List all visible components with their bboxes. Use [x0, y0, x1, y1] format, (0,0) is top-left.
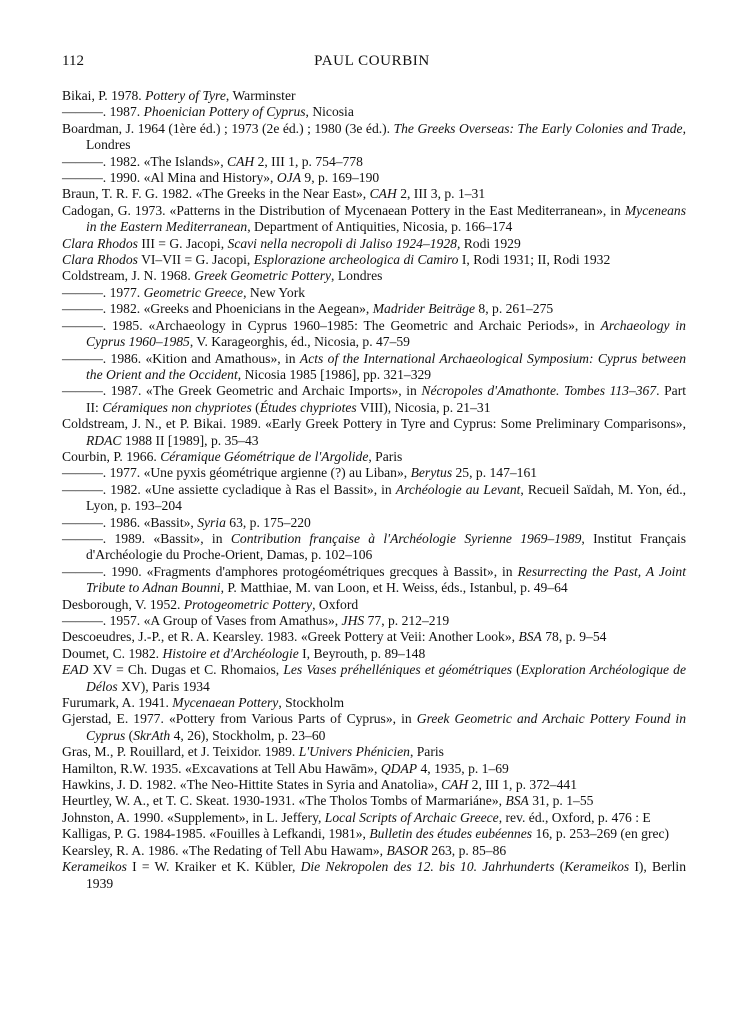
reference-italic-text: Local Scripts of Archaic Greece — [324, 809, 499, 825]
reference-italic-text: The Greeks Overseas: The Early Colonies and Trade — [393, 120, 683, 136]
reference-entry — [62, 236, 686, 252]
reference-text: 63, p. 175–220 — [225, 514, 311, 530]
reference-entry — [62, 285, 686, 301]
reference-text: Kalligas, P. G. 1984-1985. «Fouilles à Lefkandi, 1981», — [62, 826, 370, 842]
reference-text: ———. 1977. — [62, 284, 144, 300]
reference-italic-text: Contribution française à l'Archéologie Syrienne 1969–1989 — [230, 530, 582, 546]
reference-text: , Institut Français d'Archéologie du Proche-Orient, Damas, p. 102–106 — [86, 530, 686, 563]
reference-text: 2, III 1, p. 754–778 — [254, 153, 363, 169]
reference-text: , Londres — [86, 120, 686, 153]
reference-italic-text: Bulletin des études eubéennes — [369, 826, 533, 842]
reference-text: Bikai, P. 1978. — [62, 88, 146, 103]
reference-text: 8, p. 261–275 — [475, 301, 554, 317]
reference-text: 31, p. 1–55 — [528, 793, 594, 809]
reference-text: 77, p. 212–219 — [364, 613, 450, 628]
reference-entry — [62, 744, 686, 760]
reference-italic-text: Acts of the International Archaeological Symposium: Cyprus between the Orient and the Occident — [86, 350, 686, 382]
reference-entry — [62, 662, 686, 695]
reference-text: Kearsley, R. A. 1986. «The Redating of Tell Abu Hawam», — [62, 842, 387, 858]
reference-entry — [62, 203, 686, 236]
reference-text: Doumet, C. 1982. — [62, 645, 163, 661]
reference-entry — [62, 515, 686, 531]
reference-italic-text: Myceneans in the Eastern Mediterranean — [86, 202, 686, 235]
reference-entry — [62, 170, 686, 186]
reference-entry — [62, 531, 686, 564]
reference-entry — [62, 597, 686, 613]
reference-text: Gjerstad, E. 1977. «Pottery from Various Parts of Cyprus», in — [62, 711, 417, 727]
reference-text: VI–VII = G. Jacopi, — [137, 252, 254, 268]
reference-text: , Nicosia 1985 [1986], pp. 321–329 — [237, 366, 432, 382]
reference-text: ———. 1977. «Une pyxis géométrique argienne (?) au Liban», — [62, 465, 411, 481]
reference-italic-text: Archaeology in Cyprus 1960–1985 — [86, 317, 686, 350]
reference-italic-text: CAH — [441, 777, 469, 793]
reference-text: ———. 1985. «Archaeology in Cyprus 1960–1985: The Geometric and Archaic Periods», in — [62, 317, 601, 333]
reference-entry — [62, 711, 686, 744]
reference-italic-text: Greek Geometric and Archaic Pottery Found in Cyprus — [86, 711, 687, 743]
reference-entry — [62, 695, 686, 711]
reference-text: XV), Paris 1934 — [117, 678, 210, 694]
reference-entry — [62, 301, 686, 317]
page-number: 112 — [62, 53, 84, 69]
reference-text: 25, p. 147–161 — [452, 465, 538, 481]
reference-text: 78, p. 9–54 — [541, 629, 607, 645]
reference-italic-text: Clara Rhodos — [62, 235, 138, 251]
reference-entry — [62, 793, 686, 809]
reference-italic-text: BASOR — [386, 842, 429, 858]
reference-italic-text: Nécropoles d'Amathonte. Tombes 113–367 — [421, 383, 657, 399]
reference-entry — [62, 613, 686, 629]
reference-entry — [62, 646, 686, 662]
reference-text: I, Rodi 1931; II, Rodi 1932 — [458, 252, 611, 268]
reference-text: ———. 1990. «Fragments d'amphores protogéométriques grecques à Bassit», in — [62, 563, 518, 579]
reference-italic-text: QDAP — [380, 760, 418, 776]
reference-text: , Paris — [368, 448, 403, 464]
reference-text: , Nicosia — [305, 104, 354, 120]
reference-text: Courbin, P. 1966. — [62, 448, 161, 464]
reference-italic-text: Archéologie au Levant — [395, 481, 521, 497]
reference-text: , Paris — [409, 744, 444, 760]
reference-italic-text: Syria — [197, 514, 226, 530]
reference-entry — [62, 826, 686, 842]
reference-text: 4, 26), Stockholm, p. 23–60 — [170, 727, 326, 743]
reference-italic-text: Berytus — [410, 465, 453, 481]
reference-entry — [62, 564, 686, 597]
reference-entry — [62, 859, 686, 892]
reference-text: Braun, T. R. F. G. 1982. «The Greeks in the Near East», — [62, 186, 370, 202]
reference-entry — [62, 318, 686, 351]
reference-italic-text: Céramique Géométrique de l'Argolide — [160, 448, 369, 464]
reference-entry — [62, 252, 686, 268]
reference-italic-text: EAD — [62, 662, 89, 678]
reference-italic-text: Esplorazione archeologica di Camiro — [253, 252, 459, 268]
reference-italic-text: RDAC — [86, 432, 122, 448]
reference-text: 2, III 3, p. 1–31 — [396, 186, 486, 202]
reference-text: ———. 1986. «Kition and Amathous», in — [62, 350, 300, 366]
reference-text: , Londres — [331, 268, 383, 284]
reference-entry — [62, 154, 686, 170]
reference-italic-text: Mycenaean Pottery — [172, 695, 279, 711]
reference-text: 263, p. 85–86 — [428, 842, 507, 858]
reference-italic-text: SkrAth — [133, 727, 171, 743]
reference-italic-text: Die Nekropolen des 12. bis 10. Jahrhunderts — [300, 859, 555, 875]
reference-text: 9, p. 169–190 — [301, 170, 380, 186]
running-head: PAUL COURBIN — [314, 53, 430, 69]
reference-text: I, Beyrouth, p. 89–148 — [298, 645, 426, 661]
reference-text: Cadogan, G. 1973. «Patterns in the Distribution of Mycenaean Pottery in the East Mediterranean», in — [62, 202, 625, 218]
reference-italic-text: CAH — [227, 153, 255, 169]
reference-text: 1988 II [1989], p. 35–43 — [121, 432, 259, 448]
reference-text: ———. 1990. «Al Mina and History», — [62, 170, 277, 186]
reference-text: 2, III 1, p. 372–441 — [468, 777, 577, 793]
reference-italic-text: OJA — [276, 170, 302, 186]
reference-entry — [62, 761, 686, 777]
reference-italic-text: Kerameikos — [564, 859, 630, 875]
reference-text: Hawkins, J. D. 1982. «The Neo-Hittite States in Syria and Anatolia», — [62, 777, 442, 793]
reference-entry — [62, 482, 686, 515]
reference-italic-text: BSA — [505, 793, 529, 809]
reference-text: Descoeudres, J.-P., et R. A. Kearsley. 1983. «Greek Pottery at Veii: Another Look», — [62, 629, 519, 645]
reference-text: I = W. Kraiker et K. Kübler, — [126, 859, 301, 875]
reference-text: ———. 1989. «Bassit», in — [62, 530, 231, 546]
reference-italic-text: Phoenician Pottery of Cyprus — [143, 104, 306, 120]
reference-italic-text: Greek Geometric Pottery — [194, 268, 332, 284]
reference-italic-text: Les Vases préhelléniques et géométriques — [283, 662, 513, 678]
reference-text: ———. 1982. «The Islands», — [62, 153, 227, 169]
reference-italic-text: Kerameikos — [62, 859, 127, 875]
reference-italic-text: JHS — [341, 613, 365, 628]
reference-text: Boardman, J. 1964 (1ère éd.) ; 1973 (2e éd.) ; 1980 (3e éd.). — [62, 120, 394, 136]
reference-entry — [62, 351, 686, 384]
reference-italic-text: Exploration Archéologique de Délos — [86, 662, 686, 694]
reference-entry — [62, 268, 686, 284]
reference-text: Heurtley, W. A., et T. C. Skeat. 1930-1931. «The Tholos Tombs of Marmariáne», — [62, 793, 506, 809]
reference-italic-text: Céramiques non chypriotes — [102, 399, 252, 415]
reference-text: III = G. Jacopi, — [137, 235, 228, 251]
reference-italic-text: Madrider Beiträge — [372, 301, 476, 317]
reference-entry — [62, 383, 686, 416]
reference-text: 4, 1935, p. 1–69 — [417, 760, 509, 776]
reference-entry — [62, 416, 686, 449]
reference-text: ( — [251, 399, 260, 415]
reference-entry — [62, 186, 686, 202]
reference-italic-text: Scavi nella necropoli di Jaliso 1924–1928 — [227, 235, 457, 251]
reference-text: ———. 1982. «Une assiette cycladique à Ras el Bassit», in — [62, 481, 396, 497]
reference-text: VIII), Nicosia, p. 21–31 — [356, 399, 491, 415]
reference-text: Furumark, A. 1941. — [62, 695, 173, 711]
reference-entry — [62, 777, 686, 793]
reference-text: , V. Karageorghis, éd., Nicosia, p. 47–59 — [189, 334, 410, 350]
reference-text: ———. 1987. — [62, 104, 144, 120]
reference-text: Johnston, A. 1990. «Supplement», in L. Jeffery, — [62, 809, 325, 825]
page-header — [62, 53, 682, 73]
reference-text: Gras, M., P. Rouillard, et J. Teixidor. 1989. — [62, 744, 299, 760]
reference-text: , New York — [243, 284, 306, 300]
reference-entry — [62, 121, 686, 154]
reference-italic-text: Études chypriotes — [259, 399, 357, 415]
reference-text: , rev. éd., Oxford, p. 476 : E — [498, 809, 651, 825]
reference-text: Coldstream, J. N. 1968. — [62, 268, 195, 284]
reference-entry — [62, 104, 686, 120]
reference-text: ( — [554, 859, 565, 875]
reference-italic-text: Geometric Greece — [143, 284, 244, 300]
reference-list — [62, 88, 686, 892]
reference-italic-text: Clara Rhodos — [62, 252, 138, 268]
reference-text: , Recueil Saïdah, M. Yon, éd., Lyon, p. 193–204 — [86, 481, 686, 514]
reference-text: , P. Matthiae, M. van Loon, et H. Weiss, éds., Istanbul, p. 49–64 — [220, 580, 568, 596]
reference-text: Hamilton, R.W. 1935. «Excavations at Tell Abu Hawām», — [62, 760, 381, 776]
reference-text: . Part II: — [86, 383, 687, 415]
reference-entry — [62, 465, 686, 481]
reference-italic-text: CAH — [369, 186, 397, 202]
reference-italic-text: Histoire et d'Archéologie — [162, 645, 299, 661]
reference-text: I), Berlin 1939 — [86, 859, 686, 891]
reference-text: ———. 1986. «Bassit», — [62, 514, 198, 530]
reference-italic-text: L'Univers Phénicien — [298, 744, 410, 760]
reference-text: Desborough, V. 1952. — [62, 596, 184, 612]
reference-text: ( — [125, 727, 134, 743]
reference-text: , Oxford — [312, 596, 359, 612]
reference-text: , Department of Antiquities, Nicosia, p. 166–174 — [247, 219, 513, 235]
reference-text: ———. 1987. «The Greek Geometric and Archaic Imports», in — [62, 383, 422, 399]
reference-italic-text: Pottery of Tyre — [145, 88, 226, 103]
reference-entry — [62, 88, 686, 104]
reference-italic-text: BSA — [518, 629, 542, 645]
reference-italic-text: Protogeometric Pottery — [183, 596, 313, 612]
reference-entry — [62, 449, 686, 465]
reference-text: Coldstream, J. N., et P. Bikai. 1989. «Early Greek Pottery in Tyre and Cyprus: Some Preliminary Comparisons», — [62, 416, 686, 432]
reference-text: , Stockholm — [278, 695, 345, 711]
reference-italic-text: Resurrecting the Past, A Joint Tribute to Adnan Bounni — [86, 563, 686, 596]
reference-text: , Warminster — [225, 88, 296, 103]
reference-text: , Rodi 1929 — [456, 235, 521, 251]
reference-text: ———. 1957. «A Group of Vases from Amathus», — [62, 613, 342, 628]
reference-text: XV = Ch. Dugas et C. Rhomaios, — [88, 662, 284, 678]
reference-text: ( — [512, 662, 521, 678]
reference-text: ———. 1982. «Greeks and Phoenicians in the Aegean», — [62, 301, 373, 317]
reference-text: 16, p. 253–269 (en grec) — [532, 826, 670, 842]
reference-entry — [62, 843, 686, 859]
reference-entry — [62, 810, 686, 826]
reference-entry — [62, 629, 686, 645]
